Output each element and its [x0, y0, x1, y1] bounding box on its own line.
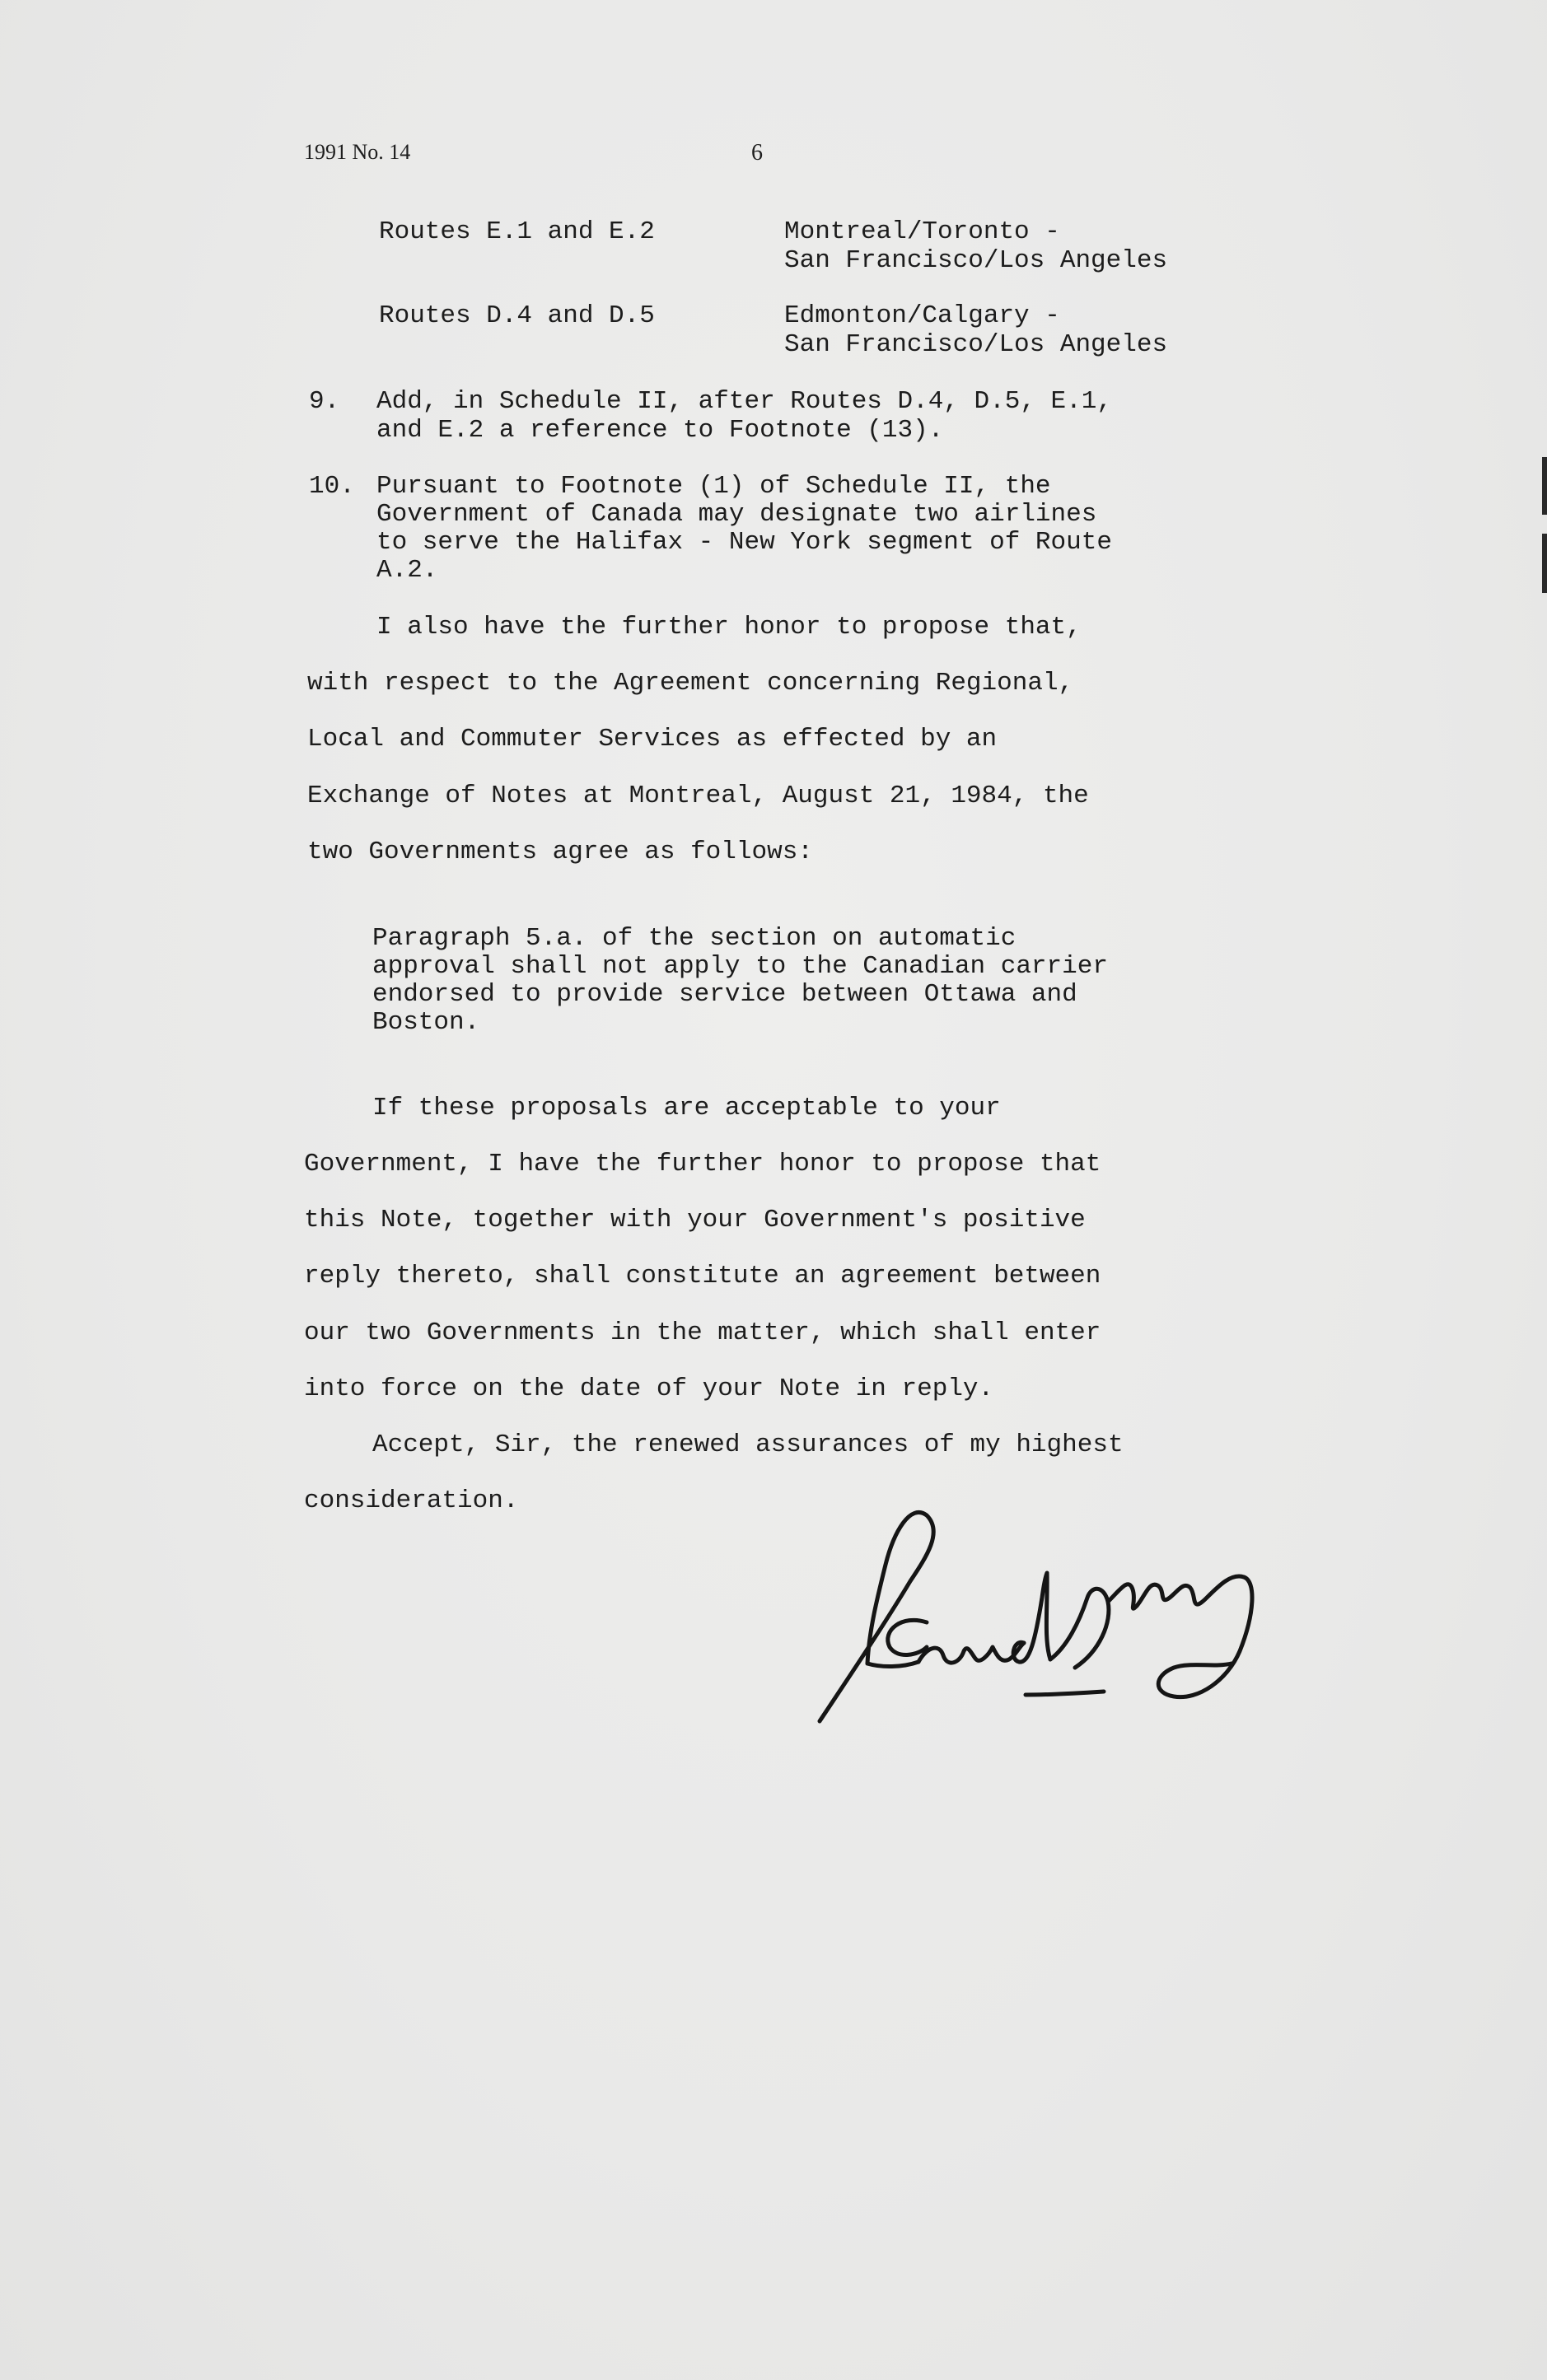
- route-destination: Edmonton/Calgary -: [784, 301, 1060, 330]
- closing-line: consideration.: [304, 1486, 519, 1515]
- page-number: 6: [751, 140, 763, 166]
- scan-edge-mark: [1542, 457, 1547, 515]
- item-text-line: Add, in Schedule II, after Routes D.4, D.5, E.1,: [376, 387, 1112, 416]
- route-destination: San Francisco/Los Angeles: [784, 330, 1168, 359]
- quoted-line: Boston.: [372, 1008, 480, 1037]
- paragraph-line: Local and Commuter Services as effected by an: [307, 725, 998, 754]
- item-text-line: Pursuant to Footnote (1) of Schedule II, the: [376, 472, 1051, 501]
- paragraph-line: our two Governments in the matter, which shall enter: [304, 1318, 1101, 1347]
- closing-line: Accept, Sir, the renewed assurances of my highest: [372, 1430, 1124, 1459]
- quoted-line: endorsed to provide service between Ottawa and: [372, 980, 1077, 1009]
- paragraph-line: two Governments agree as follows:: [307, 838, 813, 866]
- item-number: 9.: [309, 387, 340, 416]
- document-year-number: 1991 No. 14: [304, 140, 411, 164]
- paragraph-line: with respect to the Agreement concerning Regional,: [307, 669, 1074, 698]
- signature: [803, 1499, 1281, 1738]
- paragraph-line: Exchange of Notes at Montreal, August 21, 1984, the: [307, 782, 1089, 810]
- route-destination: San Francisco/Los Angeles: [784, 246, 1168, 275]
- paragraph-line: reply thereto, shall constitute an agreement between: [304, 1262, 1101, 1290]
- route-destination: Montreal/Toronto -: [784, 217, 1060, 246]
- quoted-line: Paragraph 5.a. of the section on automatic: [372, 924, 1017, 953]
- routes-label: Routes E.1 and E.2: [379, 217, 655, 246]
- scan-edge-mark: [1542, 534, 1547, 593]
- item-text-line: and E.2 a reference to Footnote (13).: [376, 416, 944, 445]
- quoted-line: approval shall not apply to the Canadian carrier: [372, 952, 1108, 981]
- paragraph-line: I also have the further honor to propose that,: [376, 613, 1082, 642]
- item-text-line: Government of Canada may designate two airlines: [376, 500, 1097, 529]
- paragraph-line: into force on the date of your Note in reply.: [304, 1374, 994, 1403]
- item-number: 10.: [309, 472, 355, 501]
- paragraph-line: Government, I have the further honor to propose that: [304, 1150, 1101, 1178]
- item-text-line: to serve the Halifax - New York segment of Route: [376, 528, 1112, 557]
- paragraph-line: If these proposals are acceptable to your: [372, 1094, 1001, 1122]
- paragraph-line: this Note, together with your Government's positive: [304, 1206, 1086, 1234]
- item-text-line: A.2.: [376, 556, 438, 585]
- routes-label: Routes D.4 and D.5: [379, 301, 655, 330]
